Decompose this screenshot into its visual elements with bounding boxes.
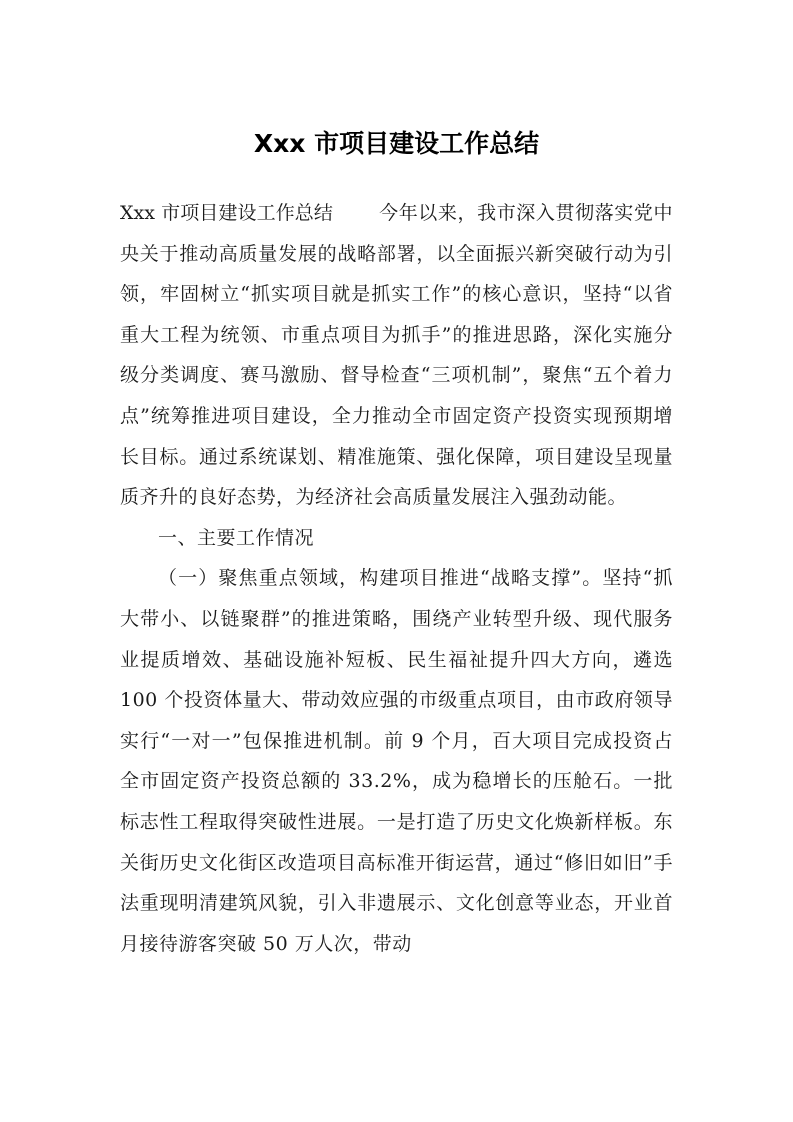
document-body: [120, 193, 673, 964]
intro-inline-title: Xxx 市项目建设工作总结: [120, 202, 333, 224]
section1-paragraph: （一）聚焦重点领域，构建项目推进“战略支撑”。坚持“抓大带小、以链聚群”的推进策略，围绕产业转型升级、现代服务业提质增效、基础设施补短板、民生福祉提升四大方向，遴选 100 个投资体量大、带动效应强的市级重点项目，由市政府领导实行“一对一”包保推进机制。前 9 个月，百大项目完成投资占全市固定资产投资总额的 33.2%，成为稳增长的压舱石。一批标志性工程取得突破性进展。一是打造了历史文化焕新样板。东关街历史文化街区改造项目高标准开街运营，通过“修旧如旧”手法重现明清建筑风貌，引入非遗展示、文化创意等业态，开业首月接待游客突破 50 万人次，带动: [120, 567, 673, 955]
section-heading: 一、主要工作情况: [158, 526, 315, 549]
document-title: Xxx 市项目建设工作总结: [253, 129, 540, 158]
intro-paragraph: [120, 193, 673, 518]
intro-body-text: 今年以来，我市深入贯彻落实党中央关于推动高质量发展的战略部署，以全面振兴新突破行动为引领，牢固树立“抓实项目就是抓实工作”的核心意识，坚持“以省重大工程为统领、市重点项目为抓手”的推进思路，深化实施分级分类调度、赛马激励、督导检查“三项机制”，聚焦“五个着力点”统筹推进项目建设，全力推动全市固定资产投资实现预期增长目标。通过系统谋划、精准施策、强化保障，项目建设呈现量质齐升的良好态势，为经济社会高质量发展注入强劲动能。: [120, 202, 673, 509]
